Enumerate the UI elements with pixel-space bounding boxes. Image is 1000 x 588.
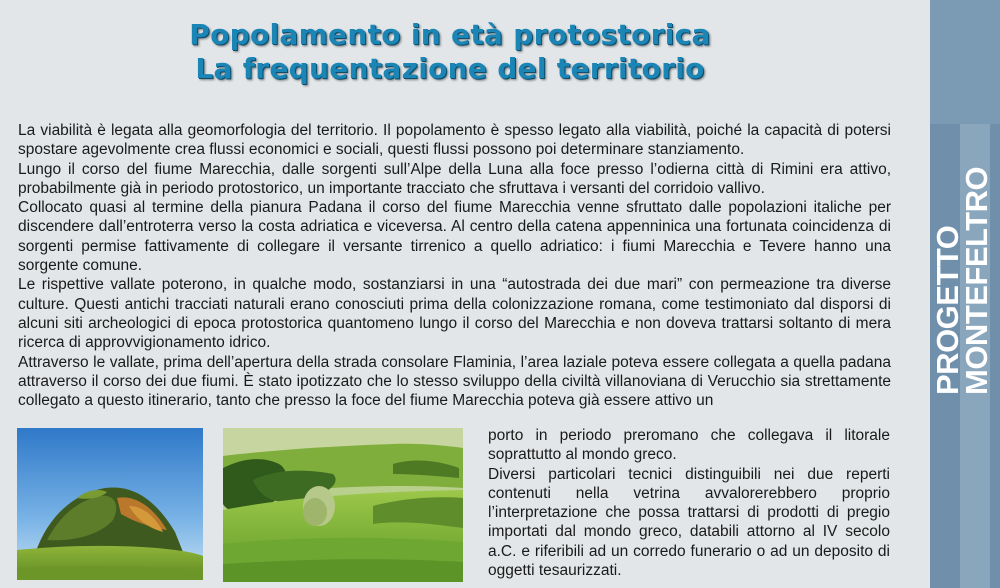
title-line-2: La frequentazione del territorio — [195, 52, 705, 85]
sidebar-label-montefeltro: MONTEFELTRO — [959, 166, 994, 395]
page-title — [0, 18, 900, 86]
paragraph-4: Le rispettive vallate poterono, in qualche modo, sostanziarsi in una “autostrada dei due mari” con permeazione tra diverse culture. Questi antichi tracciati naturali erano conosciuti prima della colonizzazione romana, come testimoniato dal disporsi di alcuni siti archeologici di epoca protostorica quantomeno lungo il corso del Marecchia e non doveva trattarsi soltanto di mera ricerca di approvvigionamento idrico. — [18, 276, 891, 352]
valley-photo — [223, 428, 463, 582]
paragraph-5-continued: porto in periodo preromano che collegava il litorale soprattutto al mondo greco. — [488, 427, 890, 464]
main-text — [18, 121, 891, 410]
paragraph-6: Diversi particolari tecnici distinguibili nei due reperti contenuti nella vetrina avvalorerebbero proprio l’interpretazione che possa trattarsi di prodotti di pregio importati dal mondo greco, databili attorno al IV secolo a.C. e riferibili ad un corredo funerario o ad un deposito di oggetti tesaurizzati. — [488, 465, 890, 580]
title-line-1: Popolamento in età protostorica — [189, 18, 711, 51]
side-text — [488, 426, 890, 580]
hill-photo — [17, 428, 203, 580]
sidebar-label-progetto: PROGETTO — [930, 225, 965, 395]
paragraph-3: Collocato quasi al termine della pianura Padana il corso del fiume Marecchia venne sfruttato dalle popolazioni italiche per discendere dall’entroterra verso la costa adriatica e viceversa. Al centro della catena appenninica una fortunata coincidenza di sorgenti permise fattivamente di collegare il versante tirrenico a quello adriatico: i fiumi Marecchia e Tevere hanno una sorgente comune. — [18, 199, 891, 275]
paragraph-1: La viabilità è legata alla geomorfologia del territorio. Il popolamento è spesso legato alla viabilità, poiché la capacità di potersi spostare agevolmente crea flussi economici e sociali, questi flussi possono poi determinare stanziamento. — [18, 122, 891, 159]
paragraph-5: Attraverso le vallate, prima dell’apertura della strada consolare Flaminia, l’area laziale poteva essere collegata a quella padana attraverso il corso dei due fiumi. È stato ipotizzato che lo stesso sviluppo della civiltà villanoviana di Verucchio sia strettamente collegato a questo itinerario, tanto che presso la foce del fiume Marecchia poteva già essere attivo un — [18, 353, 891, 410]
paragraph-2: Lungo il corso del fiume Marecchia, dalle sorgenti sull’Alpe della Luna alla foce presso l’odierna città di Rimini era attivo, probabilmente già in periodo protostorico, un importante tracciato che sfruttava i versanti del corridoio vallivo. — [18, 160, 891, 197]
